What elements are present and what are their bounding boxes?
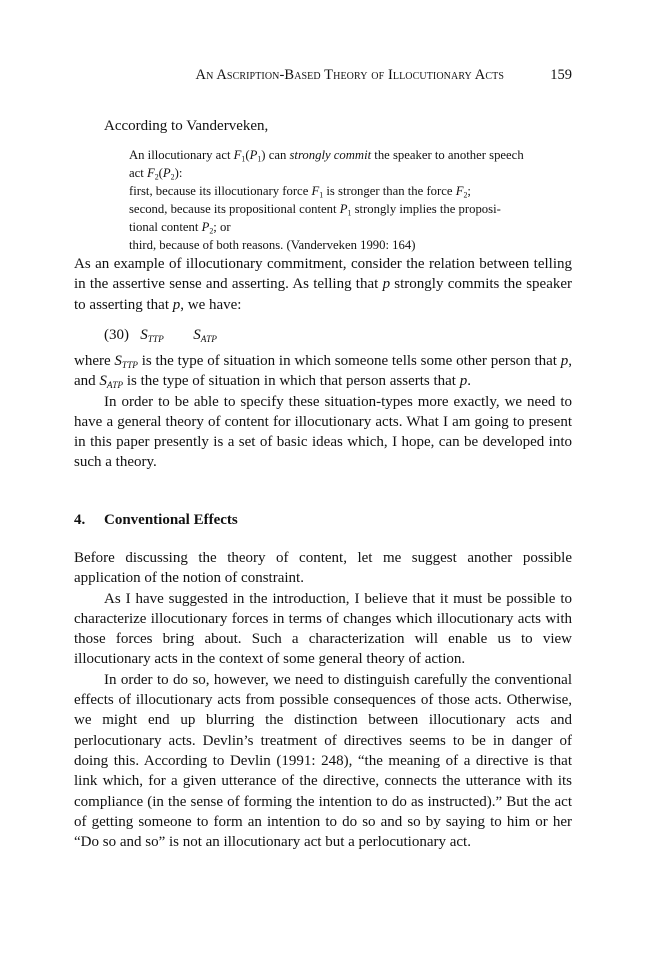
section-body	[74, 548, 572, 852]
quote-line: An illocutionary act $F_1(P_1)$ can strongly commit the speaker to another speech	[129, 148, 524, 164]
block-quote	[129, 146, 550, 254]
quote-intro: According to Vanderveken,	[104, 118, 269, 134]
page-number: 159	[550, 67, 572, 83]
section-title: Conventional Effects	[104, 512, 238, 528]
paragraph: where $S_{TTP}$ is the type of situation in which someone tells some other person that p, and $S_{ATP}$ is the type of situation in which that person asserts that p. In order to be able to specify these situation-types more exactly, we need to have a general theory of content for illocutionary acts. What I am going to present in this paper presently is a set of basic ideas which, I hope, can be developed into such a theory.	[74, 351, 572, 473]
section-number: 4.	[74, 512, 86, 528]
section-heading	[74, 510, 238, 530]
paragraph: In order to be able to specify these situation-types more exactly, we need to have a general theory of content for illocutionary acts. What I am going to present in this paper presently is a set of basic ideas which, I hope, can be developed into such a theory.	[74, 393, 572, 471]
quote-line: tional content $P_2$; or	[129, 220, 231, 236]
quote-line: second, because its propositional content $P_1$ strongly implies the proposi-	[129, 202, 501, 218]
emphasis-strongly-commit: strongly commit	[289, 148, 372, 162]
symbol-s-atp: $S_{ATP}$	[193, 327, 217, 345]
quote-line: first, because its illocutionary force $F_1$ is stronger than the force $F_2$;	[129, 184, 471, 200]
quote-line: act $F_2(P_2)$:	[129, 166, 183, 182]
paragraph: Before discussing the theory of content, let me suggest another possible application of the notion of constraint.	[74, 550, 572, 587]
paragraph: In order to do so, however, we need to distinguish carefully the conventional effects of illocutionary acts from possible consequences of those acts. Otherwise, we might end up blurring the distinction between illocutionary acts and perlocutionary acts. Devlin’s treatment of directives seems to be in danger of doing this. According to Devlin (1991: 248), “the meaning of a directive is that link which, for a given utterance of the directive, connects the utterance with its compliance (in the sense of forming the intention to do as instructed).” But the act of getting someone to form an intention to do so and so by saying to him or her “Do so and so” is not an illocutionary act but a perlocutionary act.	[74, 671, 572, 851]
example-30	[104, 325, 217, 345]
paragraph: As I have suggested in the introduction, I believe that it must be possible to characterize illocutionary forces in terms of changes which illocutionary acts with those forces bring about. Such a characterization will enable us to view illocutionary acts in the context of some general theory of action.	[74, 590, 572, 668]
running-title: An Ascription-Based Theory of Illocutionary Acts	[195, 67, 504, 83]
quote-line: third, because of both reasons. (Vanderveken 1990: 164)	[129, 238, 416, 252]
paragraph: As an example of illocutionary commitment, consider the relation between telling in the assertive sense and asserting. As telling that p strongly commits the speaker to asserting that p, we have:	[74, 256, 573, 313]
example-number: (30)	[104, 327, 129, 343]
symbol-s-ttp: $S_{TTP}$	[140, 327, 164, 345]
